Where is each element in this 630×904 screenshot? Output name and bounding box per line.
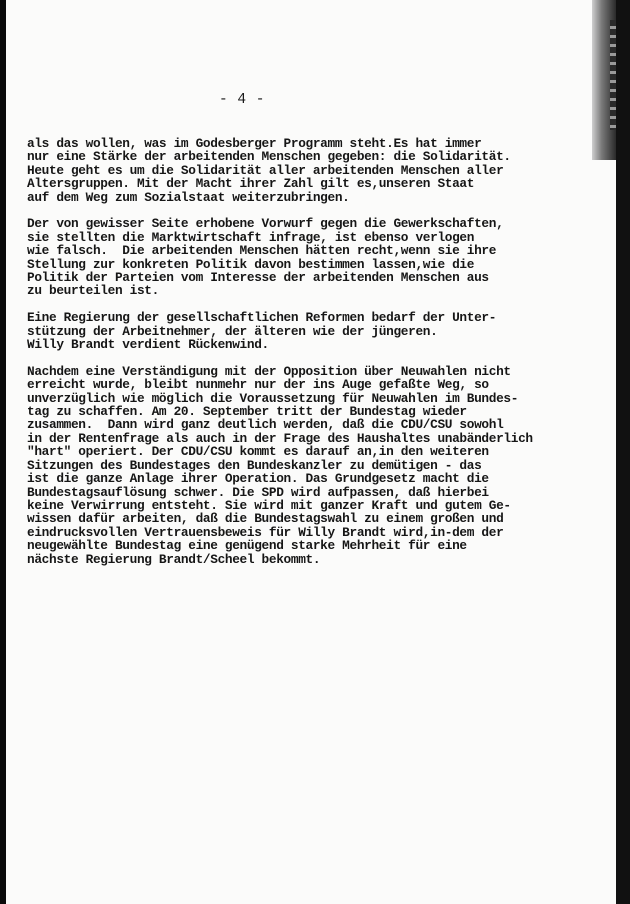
text-line: wissen dafür arbeiten, daß die Bundestagswahl zu einem großen und [27, 511, 504, 527]
document-page [6, 0, 588, 904]
text-line: tag zu schaffen. Am 20. September tritt der Bundestag wieder [27, 404, 467, 420]
text-line: Eine Regierung der gesellschaftlichen Reformen bedarf der Unter- [27, 310, 497, 326]
paragraph [27, 137, 587, 204]
text-line: zusammen. Dann wird ganz deutlich werden, daß die CDU/CSU sowohl [27, 417, 504, 433]
text-line: auf dem Weg zum Sozialstaat weiterzubringen. [27, 189, 350, 205]
text-line: ist die ganze Anlage ihrer Operation. Das Grundgesetz macht die [27, 471, 489, 487]
text-line: Stellung zur konkreten Politik davon bestimmen lassen,wie die [27, 256, 475, 272]
paragraph [27, 365, 587, 566]
text-line: Heute geht es um die Solidarität aller arbeitenden Menschen aller [27, 162, 504, 178]
text-line: eindrucksvollen Vertrauensbeweis für Willy Brandt wird,in-dem der [27, 524, 504, 540]
text-line: "hart" operiert. Der CDU/CSU kommt es darauf an,in den weiteren [27, 444, 489, 460]
text-line: als das wollen, was im Godesberger Programm steht.Es hat immer [27, 136, 482, 151]
scan-edge [588, 0, 630, 904]
text-line: wie falsch. Die arbeitenden Menschen hätten recht,wenn sie ihre [27, 243, 497, 259]
text-line: nur eine Stärke der arbeitenden Menschen gegeben: die Solidarität. [27, 149, 511, 165]
text-line: Altersgruppen. Mit der Macht ihrer Zahl gilt es,unseren Staat [27, 176, 475, 192]
text-line: Politik der Parteien vom Interesse der arbeitenden Menschen aus [27, 270, 489, 286]
text-line: keine Verwirrung entsteht. Sie wird mit ganzer Kraft und gutem Ge- [27, 497, 511, 513]
text-line: Willy Brandt verdient Rückenwind. [27, 337, 269, 353]
paragraph [27, 311, 587, 351]
body-text [27, 137, 587, 579]
paragraph [27, 217, 587, 297]
text-line: nächste Regierung Brandt/Scheel bekommt. [27, 551, 321, 567]
text-line: Nachdem eine Verständigung mit der Opposition über Neuwahlen nicht [27, 363, 511, 379]
scan-border [616, 0, 630, 904]
text-line: neugewählte Bundestag eine genügend starke Mehrheit für eine [27, 538, 467, 554]
text-line: in der Rentenfrage als auch in der Frage des Haushaltes unabänderlich [27, 430, 533, 446]
text-line: Der von gewisser Seite erhobene Vorwurf gegen die Gewerkschaften, [27, 216, 504, 232]
text-line: stützung der Arbeitnehmer, der älteren wie der jüngeren. [27, 323, 438, 339]
text-line: erreicht wurde, bleibt nunmehr nur der ins Auge gefaßte Weg, so [27, 377, 489, 393]
text-line: Sitzungen des Bundestages den Bundeskanzler zu demütigen - das [27, 457, 482, 473]
page-number: - 4 - [219, 92, 266, 108]
text-line: unverzüglich wie möglich die Voraussetzung für Neuwahlen im Bundes- [27, 390, 519, 406]
text-line: zu beurteilen ist. [27, 283, 159, 299]
text-line: Bundestagsauflösung schwer. Die SPD wird aufpassen, daß hierbei [27, 484, 489, 500]
text-line: sie stellten die Marktwirtschaft infrage, ist ebenso verlogen [27, 229, 475, 245]
